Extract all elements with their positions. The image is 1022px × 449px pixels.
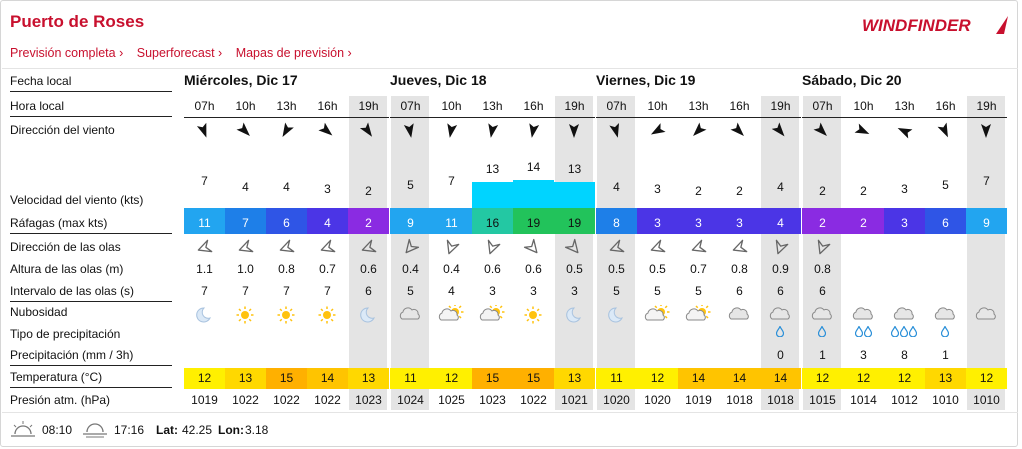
pressure-value: 1018 bbox=[767, 393, 794, 407]
wind-speed-bar bbox=[390, 198, 431, 208]
hour-underline bbox=[348, 117, 389, 118]
wave-height-value: 0.6 bbox=[360, 262, 377, 276]
moon-icon bbox=[554, 305, 595, 325]
precip-drop-icon bbox=[760, 326, 801, 340]
wave-period-value: 3 bbox=[489, 284, 496, 298]
wind-direction-arrow bbox=[485, 123, 499, 139]
hour-cell: 07h bbox=[606, 99, 627, 113]
rain-drop-icon bbox=[900, 326, 908, 337]
row-label-date: Fecha local bbox=[10, 74, 72, 88]
precip-value: 0 bbox=[777, 348, 784, 362]
link-superforecast[interactable]: Superforecast › bbox=[136, 46, 223, 60]
pressure-value: 1022 bbox=[232, 393, 259, 407]
wind-speed-value: 14 bbox=[526, 160, 541, 174]
wave-height-value: 0.7 bbox=[319, 262, 336, 276]
temperature-value: 12 bbox=[431, 368, 472, 389]
wave-height-value: 1.0 bbox=[237, 262, 254, 276]
wave-period-value: 7 bbox=[201, 284, 208, 298]
hour-underline bbox=[390, 117, 431, 118]
temperature-value: 13 bbox=[225, 368, 266, 389]
wind-direction-arrow bbox=[403, 123, 417, 139]
wind-speed-value: 13 bbox=[485, 162, 500, 176]
hour-underline bbox=[802, 117, 843, 118]
precip-drop-icon bbox=[925, 326, 966, 340]
wind-speed-value: 2 bbox=[695, 184, 702, 198]
sunrise-time: 08:10 bbox=[42, 423, 73, 437]
row-label-hour: Hora local bbox=[10, 99, 65, 113]
wave-period-value: 5 bbox=[407, 284, 414, 298]
wave-height-value: 0.8 bbox=[731, 262, 748, 276]
pressure-value: 1025 bbox=[438, 393, 465, 407]
hour-underline bbox=[637, 117, 678, 118]
pressure-value: 1010 bbox=[932, 393, 959, 407]
wave-period-value: 5 bbox=[695, 284, 702, 298]
wind-speed-bar bbox=[184, 194, 225, 208]
row-divider bbox=[10, 301, 172, 302]
pressure-value: 1022 bbox=[273, 393, 300, 407]
precip-value: 8 bbox=[901, 348, 908, 362]
hour-underline bbox=[472, 117, 513, 118]
row-label-cloud: Nubosidad bbox=[10, 305, 68, 319]
hour-underline bbox=[596, 117, 637, 118]
row-label-precip: Precipitación (mm / 3h) bbox=[10, 348, 134, 362]
gust-value: 11 bbox=[431, 212, 472, 234]
temperature-value: 15 bbox=[266, 368, 307, 389]
wave-height-value: 0.6 bbox=[484, 262, 501, 276]
hour-cell: 10h bbox=[647, 99, 668, 113]
rain-drop-icon bbox=[941, 326, 949, 337]
wave-height-value: 0.8 bbox=[814, 262, 831, 276]
gust-value: 9 bbox=[390, 212, 431, 234]
wind-speed-bar bbox=[966, 194, 1007, 208]
hour-cell: 19h bbox=[564, 99, 585, 113]
hour-cell: 13h bbox=[482, 99, 503, 113]
sunset-time: 17:16 bbox=[114, 423, 145, 437]
wind-direction-arrow bbox=[444, 123, 458, 139]
wind-speed-bar bbox=[225, 200, 266, 208]
wind-speed-value: 4 bbox=[613, 180, 620, 194]
pressure-value: 1010 bbox=[973, 393, 1000, 407]
wind-speed-bar bbox=[266, 200, 307, 208]
rain-drop-icon bbox=[891, 326, 899, 337]
pressure-value: 1023 bbox=[355, 393, 382, 407]
wave-period-value: 6 bbox=[819, 284, 826, 298]
row-label-precip-type: Tipo de precipitación bbox=[10, 327, 121, 341]
wave-height-value: 0.4 bbox=[443, 262, 460, 276]
temperature-value: 15 bbox=[472, 368, 513, 389]
hour-cell: 16h bbox=[935, 99, 956, 113]
temperature-value: 14 bbox=[307, 368, 348, 389]
wave-height-value: 0.7 bbox=[690, 262, 707, 276]
wave-period-value: 7 bbox=[242, 284, 249, 298]
wind-speed-bar bbox=[925, 198, 966, 208]
temperature-value: 12 bbox=[184, 368, 225, 389]
temperature-value: 12 bbox=[884, 368, 925, 389]
hour-cell: 07h bbox=[400, 99, 421, 113]
moon-icon bbox=[596, 305, 637, 325]
pressure-value: 1014 bbox=[850, 393, 877, 407]
sun-icon bbox=[513, 305, 554, 325]
wind-speed-value: 3 bbox=[654, 182, 661, 196]
pressure-value: 1020 bbox=[603, 393, 630, 407]
wave-period-value: 7 bbox=[324, 284, 331, 298]
temperature-value: 14 bbox=[719, 368, 760, 389]
gust-value: 2 bbox=[348, 212, 389, 234]
hour-underline bbox=[678, 117, 719, 118]
gust-value: 16 bbox=[472, 212, 513, 234]
gust-value: 2 bbox=[843, 212, 884, 234]
wind-speed-value: 2 bbox=[860, 184, 867, 198]
wind-direction-arrow bbox=[568, 124, 580, 138]
hour-cell: 19h bbox=[358, 99, 379, 113]
logo-text: WINDFINDER bbox=[862, 16, 971, 35]
rain-drop-icon bbox=[864, 326, 872, 337]
wave-height-value: 0.9 bbox=[772, 262, 789, 276]
hour-underline bbox=[431, 117, 472, 118]
gust-value: 3 bbox=[719, 212, 760, 234]
windfinder-logo[interactable] bbox=[862, 14, 1012, 36]
wave-height-value: 0.5 bbox=[649, 262, 666, 276]
hour-cell: 10h bbox=[853, 99, 874, 113]
lat-label: Lat: bbox=[156, 423, 178, 437]
gust-value: 6 bbox=[925, 212, 966, 234]
precip-value: 3 bbox=[860, 348, 867, 362]
pressure-value: 1015 bbox=[809, 393, 836, 407]
row-divider bbox=[10, 91, 172, 92]
pressure-value: 1021 bbox=[561, 393, 588, 407]
hour-underline bbox=[513, 117, 554, 118]
cloud-icon bbox=[802, 305, 843, 325]
moon-icon bbox=[184, 305, 225, 325]
wave-height-value: 0.5 bbox=[566, 262, 583, 276]
wind-speed-value: 13 bbox=[567, 162, 582, 176]
gust-value: 6 bbox=[266, 212, 307, 234]
hour-underline bbox=[266, 117, 307, 118]
wind-direction-arrow bbox=[980, 124, 992, 138]
wind-speed-value: 7 bbox=[201, 174, 208, 188]
wave-height-value: 0.6 bbox=[525, 262, 542, 276]
wind-speed-value: 3 bbox=[901, 182, 908, 196]
pressure-value: 1012 bbox=[891, 393, 918, 407]
wave-period-value: 3 bbox=[530, 284, 537, 298]
wave-height-value: 0.5 bbox=[608, 262, 625, 276]
temperature-value: 13 bbox=[925, 368, 966, 389]
sun-cloud-icon bbox=[678, 305, 719, 325]
row-label-wind-dir: Dirección del viento bbox=[10, 123, 115, 137]
hour-cell: 13h bbox=[688, 99, 709, 113]
wave-period-value: 3 bbox=[571, 284, 578, 298]
wind-speed-bar bbox=[760, 200, 801, 208]
sun-icon bbox=[307, 305, 348, 325]
hour-cell: 19h bbox=[770, 99, 791, 113]
cloud-icon bbox=[719, 305, 760, 325]
row-label-gusts: Ráfagas (max kts) bbox=[10, 216, 108, 230]
row-divider bbox=[10, 116, 172, 117]
sun-icon bbox=[225, 305, 266, 325]
wave-period-value: 6 bbox=[736, 284, 743, 298]
gust-value: 7 bbox=[225, 212, 266, 234]
hour-cell: 13h bbox=[276, 99, 297, 113]
hour-cell: 10h bbox=[235, 99, 256, 113]
cloud-icon bbox=[966, 305, 1007, 325]
precip-value: 1 bbox=[942, 348, 949, 362]
temperature-value: 11 bbox=[596, 368, 637, 389]
wave-period-value: 7 bbox=[283, 284, 290, 298]
wind-speed-value: 4 bbox=[777, 180, 784, 194]
temperature-value: 14 bbox=[760, 368, 801, 389]
hour-underline bbox=[884, 117, 925, 118]
temperature-value: 12 bbox=[843, 368, 884, 389]
rain-drop-icon bbox=[776, 326, 784, 337]
footer-divider bbox=[2, 412, 1018, 413]
gust-value: 3 bbox=[637, 212, 678, 234]
hour-underline bbox=[225, 117, 266, 118]
hour-cell: 10h bbox=[441, 99, 462, 113]
gust-value: 3 bbox=[884, 212, 925, 234]
pressure-value: 1022 bbox=[314, 393, 341, 407]
row-label-wave-period: Intervalo de las olas (s) bbox=[10, 284, 135, 298]
hour-cell: 13h bbox=[894, 99, 915, 113]
link-forecast-maps[interactable]: Mapas de previsión › bbox=[235, 46, 352, 60]
temperature-value: 12 bbox=[637, 368, 678, 389]
wave-height-value: 1.1 bbox=[196, 262, 213, 276]
pressure-value: 1018 bbox=[726, 393, 753, 407]
temperature-value: 15 bbox=[513, 368, 554, 389]
wave-height-value: 0.8 bbox=[278, 262, 295, 276]
hour-cell: 16h bbox=[317, 99, 338, 113]
row-label-wave-dir: Dirección de las olas bbox=[10, 240, 121, 254]
hour-underline bbox=[307, 117, 348, 118]
wind-speed-value: 5 bbox=[407, 178, 414, 192]
wind-speed-value: 4 bbox=[242, 180, 249, 194]
day-header: Jueves, Dic 18 bbox=[390, 72, 487, 88]
hour-underline bbox=[184, 117, 225, 118]
precip-drop-icon bbox=[843, 326, 884, 340]
spot-title[interactable]: Puerto de Roses bbox=[10, 12, 145, 31]
wind-speed-value: 7 bbox=[448, 174, 455, 188]
night-column bbox=[967, 96, 1005, 410]
cloud-icon bbox=[925, 305, 966, 325]
wind-speed-value: 2 bbox=[819, 184, 826, 198]
hour-cell: 16h bbox=[523, 99, 544, 113]
gust-value: 9 bbox=[966, 212, 1007, 234]
pressure-value: 1022 bbox=[520, 393, 547, 407]
wave-period-value: 5 bbox=[613, 284, 620, 298]
row-label-pressure: Presión atm. (hPa) bbox=[10, 393, 111, 407]
wind-speed-bar bbox=[513, 180, 554, 208]
wind-speed-value: 7 bbox=[983, 174, 990, 188]
hour-underline bbox=[966, 117, 1007, 118]
temperature-value: 12 bbox=[966, 368, 1007, 389]
wind-speed-value: 2 bbox=[736, 184, 743, 198]
pressure-value: 1019 bbox=[191, 393, 218, 407]
link-full-forecast[interactable]: Previsión completa › bbox=[10, 46, 124, 60]
lat-value: 42.25 bbox=[182, 423, 213, 437]
temperature-value: 12 bbox=[802, 368, 843, 389]
wind-speed-bar bbox=[554, 182, 595, 208]
wind-speed-value: 3 bbox=[324, 182, 331, 196]
row-label-wave-height: Altura de las olas (m) bbox=[10, 262, 124, 276]
hour-underline bbox=[925, 117, 966, 118]
cloud-icon bbox=[760, 305, 801, 325]
gust-value: 4 bbox=[307, 212, 348, 234]
gust-value: 4 bbox=[760, 212, 801, 234]
row-divider bbox=[10, 387, 172, 388]
precip-value: 1 bbox=[819, 348, 826, 362]
pressure-value: 1019 bbox=[685, 393, 712, 407]
rain-drop-icon bbox=[818, 326, 826, 337]
wind-speed-value: 4 bbox=[283, 180, 290, 194]
cloud-icon bbox=[390, 305, 431, 325]
nav-links bbox=[10, 46, 362, 60]
hour-underline bbox=[719, 117, 760, 118]
wind-speed-bar bbox=[431, 194, 472, 208]
header-divider bbox=[2, 68, 1018, 69]
wind-speed-value: 2 bbox=[365, 184, 372, 198]
wind-direction-arrow bbox=[526, 123, 540, 139]
sunrise-icon bbox=[10, 420, 36, 438]
precip-drop-icon bbox=[884, 326, 925, 340]
row-divider bbox=[10, 233, 172, 234]
sun-cloud-icon bbox=[431, 305, 472, 325]
gust-value: 11 bbox=[184, 212, 225, 234]
pressure-value: 1023 bbox=[479, 393, 506, 407]
gust-value: 19 bbox=[513, 212, 554, 234]
hour-cell: 07h bbox=[812, 99, 833, 113]
day-separator bbox=[388, 96, 389, 410]
temperature-value: 14 bbox=[678, 368, 719, 389]
sun-cloud-icon bbox=[472, 305, 513, 325]
hour-cell: 19h bbox=[976, 99, 997, 113]
wave-period-value: 6 bbox=[777, 284, 784, 298]
day-header: Miércoles, Dic 17 bbox=[184, 72, 298, 88]
wave-height-value: 0.4 bbox=[402, 262, 419, 276]
temperature-value: 13 bbox=[348, 368, 389, 389]
cloud-icon bbox=[843, 305, 884, 325]
precip-drop-icon bbox=[802, 326, 843, 340]
day-header: Sábado, Dic 20 bbox=[802, 72, 902, 88]
gust-value: 2 bbox=[802, 212, 843, 234]
hour-underline bbox=[760, 117, 801, 118]
lon-value: 3.18 bbox=[245, 423, 269, 437]
rain-drop-icon bbox=[855, 326, 863, 337]
temperature-value: 11 bbox=[390, 368, 431, 389]
pressure-value: 1020 bbox=[644, 393, 671, 407]
temperature-value: 13 bbox=[554, 368, 595, 389]
wave-period-value: 5 bbox=[654, 284, 661, 298]
wave-period-value: 6 bbox=[365, 284, 372, 298]
lon-label: Lon: bbox=[218, 423, 244, 437]
gust-value: 8 bbox=[596, 212, 637, 234]
wind-speed-value: 5 bbox=[942, 178, 949, 192]
sun-icon bbox=[266, 305, 307, 325]
wind-speed-bar bbox=[596, 200, 637, 208]
day-separator bbox=[800, 96, 801, 410]
row-label-temperature: Temperatura (°C) bbox=[10, 370, 103, 384]
hour-underline bbox=[554, 117, 595, 118]
day-header: Viernes, Dic 19 bbox=[596, 72, 696, 88]
row-label-wind-speed: Velocidad del viento (kts) bbox=[10, 193, 144, 207]
hour-cell: 16h bbox=[729, 99, 750, 113]
rain-drop-icon bbox=[909, 326, 917, 337]
gust-value: 3 bbox=[678, 212, 719, 234]
pressure-value: 1024 bbox=[397, 393, 424, 407]
sun-cloud-icon bbox=[637, 305, 678, 325]
cloud-icon bbox=[884, 305, 925, 325]
wind-speed-bar bbox=[472, 182, 513, 208]
gust-value: 19 bbox=[554, 212, 595, 234]
sunset-icon bbox=[82, 420, 108, 438]
row-divider bbox=[10, 365, 172, 366]
hour-cell: 07h bbox=[194, 99, 215, 113]
hour-underline bbox=[843, 117, 884, 118]
day-separator bbox=[594, 96, 595, 410]
moon-icon bbox=[348, 305, 389, 325]
wave-period-value: 4 bbox=[448, 284, 455, 298]
